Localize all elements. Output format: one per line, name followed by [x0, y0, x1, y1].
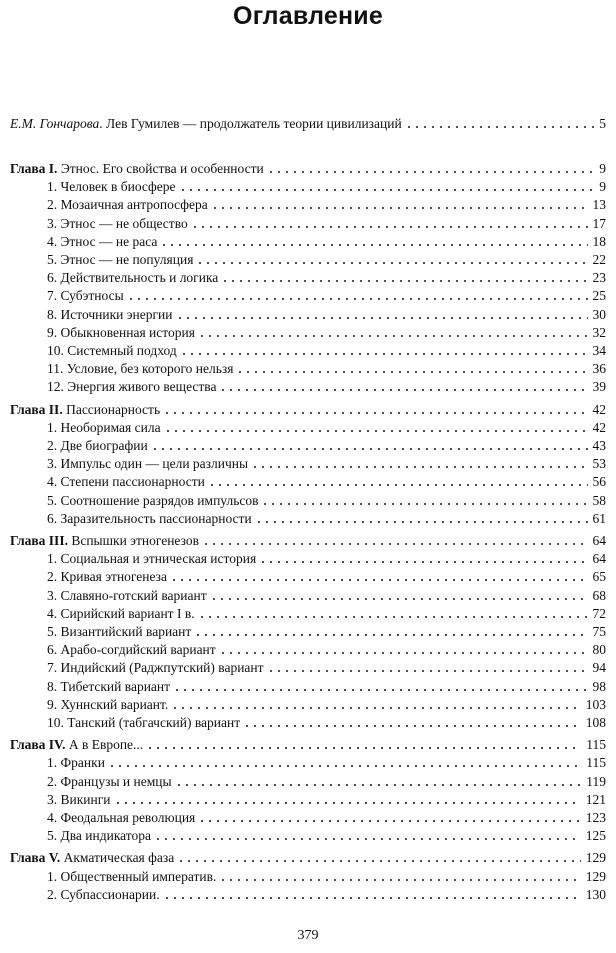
section-label: 3. Славяно-готский вариант: [47, 587, 207, 603]
toc-entry-label: [10, 532, 202, 550]
toc-section: [0, 360, 616, 378]
section-label: 2. Кривая этногенеза: [47, 569, 167, 585]
chapter-head: Глава V.: [10, 850, 61, 866]
toc-entry-label: [10, 160, 267, 178]
toc-section: [0, 678, 616, 696]
dot-leader: [236, 371, 587, 373]
dot-leader: [108, 765, 581, 767]
toc-section: [0, 754, 616, 772]
toc-entry-page: 72: [590, 605, 607, 623]
dot-leader: [261, 503, 587, 505]
toc-entry-page: 103: [583, 696, 606, 714]
toc-section: [0, 550, 616, 568]
toc-section: [0, 587, 616, 605]
toc-chapter: [0, 849, 616, 867]
toc-section: [0, 886, 616, 904]
toc-entry-label: [47, 809, 198, 827]
toc-entry-page: 94: [590, 659, 607, 677]
toc-entry-page: 22: [590, 251, 607, 269]
toc-entry-label: [47, 641, 219, 659]
toc-section: [0, 378, 616, 396]
toc-section: [0, 269, 616, 287]
toc-entry-page: 123: [583, 809, 606, 827]
toc-entry-page: 39: [590, 378, 607, 396]
dot-leader: [198, 820, 580, 822]
toc-entry-page: 42: [590, 419, 607, 437]
dot-leader: [127, 298, 588, 300]
dot-leader: [219, 879, 580, 881]
toc-section: [0, 233, 616, 251]
toc-entry-label: [47, 827, 154, 845]
section-label: 2. Две биографии: [47, 438, 148, 453]
toc-section: [0, 251, 616, 269]
dot-leader: [267, 171, 595, 173]
toc-section: [0, 659, 616, 677]
toc-entry-label: [10, 115, 405, 133]
section-label: 8. Тибетский вариант: [47, 678, 171, 694]
toc-entry-label: [47, 473, 208, 491]
section-label: 1. Социальная и этническая история: [47, 551, 257, 567]
toc-entry-page: 129: [583, 868, 606, 886]
toc-entry-page: 30: [590, 306, 607, 324]
dot-leader: [196, 262, 587, 264]
toc-section: [0, 492, 616, 510]
toc-chapter: [0, 736, 616, 754]
dot-leader: [219, 389, 587, 391]
toc-entry-label: [10, 849, 177, 867]
toc-section: [0, 641, 616, 659]
dot-leader: [163, 897, 581, 899]
toc-section: [0, 791, 616, 809]
toc-entry-label: [47, 419, 164, 437]
section-label: 2. Французы и немцы: [47, 773, 172, 789]
toc-section: [0, 868, 616, 886]
section-label: 4. Феодальная революция: [47, 810, 196, 825]
dot-leader: [208, 484, 588, 486]
toc-entry-page: 65: [590, 568, 607, 586]
toc-section: [0, 809, 616, 827]
section-label: 5. Два индикатора: [47, 828, 152, 844]
dot-leader: [210, 598, 588, 600]
dot-leader: [179, 189, 595, 191]
intro-title: . Лев Гумилев — продолжатель теории цивилизаций: [99, 116, 402, 131]
dot-leader: [202, 543, 588, 545]
dot-leader: [114, 802, 581, 804]
dot-leader: [171, 707, 580, 709]
dot-leader: [175, 784, 582, 786]
dot-leader: [163, 412, 587, 414]
toc-entry-page: 23: [590, 269, 607, 287]
dot-leader: [194, 634, 587, 636]
toc-entry-page: 17: [590, 215, 607, 233]
section-label: 6. Заразительность пассионарности: [47, 510, 252, 526]
section-label: 5. Византийский вариант: [47, 624, 192, 639]
toc-section: [0, 510, 616, 528]
toc-entry-label: [47, 251, 196, 269]
toc-section: [0, 827, 616, 845]
dot-leader: [259, 561, 587, 563]
section-label: 10. Системный подход: [47, 343, 177, 358]
toc-entry-label: [10, 401, 163, 419]
toc-entry-page: 130: [583, 886, 606, 904]
chapter-title: Этнос. Его свойства и особенности: [57, 161, 264, 176]
toc-entry-label: [10, 736, 146, 754]
dot-leader: [180, 353, 588, 355]
toc-section: [0, 306, 616, 324]
toc-entry-page: 64: [590, 532, 607, 550]
section-label: 8. Источники энергии: [47, 306, 173, 322]
toc-entry-label: [47, 587, 210, 605]
toc-section: [0, 455, 616, 473]
section-label: 11. Условие, без которого нельзя: [47, 361, 234, 377]
dot-leader: [176, 317, 588, 319]
toc-entry-label: [47, 178, 179, 196]
toc-section: [0, 287, 616, 305]
toc-entry-label: [47, 492, 261, 510]
toc-entry-label: [47, 886, 163, 904]
section-label: 2. Мозаичная антропосфера: [47, 197, 208, 213]
toc-section: [0, 714, 616, 732]
section-label: 10. Танский (табгачский) вариант: [47, 715, 241, 730]
toc-section: [0, 178, 616, 196]
toc-entry-label: [47, 868, 219, 886]
toc-entry-page: 5: [596, 115, 606, 133]
toc-section: [0, 773, 616, 791]
section-label: 3. Этнос — не общество: [47, 215, 188, 231]
section-label: 5. Этнос — не популяция: [47, 252, 194, 267]
chapter-head: Глава III.: [10, 533, 68, 548]
toc-entry-label: [47, 568, 170, 586]
toc-section: [0, 473, 616, 491]
toc-entry-label: [47, 233, 160, 251]
section-label: 4. Сирийский вариант I в.: [47, 605, 195, 621]
toc-entry-label: [47, 605, 198, 623]
toc-chapter: [0, 401, 616, 419]
toc-entry-page: 115: [583, 754, 606, 772]
toc-entry-label: [47, 623, 194, 641]
toc-section: [0, 324, 616, 342]
chapter-head: Глава II.: [10, 401, 63, 417]
toc-entry-label: [47, 215, 191, 233]
section-label: 1. Необоримая сила: [47, 419, 161, 435]
toc-entry-label: [47, 678, 173, 696]
chapter-title: А в Европе...: [65, 737, 144, 753]
toc-section: [0, 696, 616, 714]
toc-entry-page: 64: [590, 550, 607, 568]
toc-section: [0, 215, 616, 233]
toc-entry-label: [47, 510, 255, 528]
section-label: 1. Человек в биосфере: [47, 179, 176, 195]
toc-chapter: [0, 532, 616, 550]
toc-entry-page: 9: [596, 160, 606, 178]
section-label: 1. Франки: [47, 755, 105, 771]
section-label: 5. Соотношение разрядов импульсов: [47, 492, 259, 508]
toc-entry-label: [47, 324, 198, 342]
page-title: Оглавление: [233, 2, 383, 30]
toc-section: [0, 605, 616, 623]
section-label: 3. Викинги: [47, 791, 111, 807]
chapter-title: Акматическая фаза: [60, 850, 175, 866]
toc-entry-label: [47, 791, 114, 809]
toc-entry-page: 75: [590, 623, 607, 641]
dot-leader: [267, 670, 588, 672]
chapter-head: Глава IV.: [10, 737, 66, 753]
dot-leader: [221, 280, 587, 282]
dot-leader: [198, 335, 588, 337]
toc-entry-label: [47, 696, 171, 714]
dot-leader: [251, 466, 587, 468]
section-label: 6. Действительность и логика: [47, 270, 219, 286]
toc-entry-page: 108: [583, 714, 606, 732]
dot-leader: [164, 430, 588, 432]
toc-entry-page: 9: [596, 178, 606, 196]
toc-entry-label: [47, 773, 175, 791]
section-label: 7. Субэтносы: [47, 288, 124, 304]
dot-leader: [146, 747, 581, 749]
toc-entry-page: 25: [590, 287, 607, 305]
toc-entry-page: 121: [583, 791, 606, 809]
toc-entry-label: [47, 306, 176, 324]
toc-section: [0, 623, 616, 641]
section-label: 3. Импульс один — цели различны: [47, 456, 249, 472]
dot-leader: [191, 226, 588, 228]
toc-entry-page: 129: [583, 849, 606, 867]
toc-entry-label: [47, 342, 180, 360]
dot-leader: [198, 616, 588, 618]
section-label: 12. Энергия живого вещества: [47, 379, 217, 395]
dot-leader: [255, 521, 588, 523]
dot-leader: [405, 126, 595, 128]
toc-entry-label: [47, 196, 211, 214]
section-label: 9. Хуннский вариант.: [47, 696, 169, 712]
toc-entry-label: [47, 360, 236, 378]
page-number: 379: [297, 928, 319, 943]
toc-entry-page: 119: [583, 773, 606, 791]
toc-entry-page: 125: [583, 827, 606, 845]
toc-section: [0, 196, 616, 214]
chapter-head: Глава I.: [10, 161, 58, 176]
dot-leader: [211, 207, 588, 209]
toc-entry-page: 42: [590, 401, 607, 419]
section-label: 9. Обыкновенная история: [47, 324, 195, 340]
toc-entry-page: 58: [590, 492, 607, 510]
toc-section: [0, 419, 616, 437]
section-label: 6. Арабо-согдийский вариант: [47, 642, 216, 658]
section-label: 2. Субпассионарии.: [47, 886, 160, 902]
dot-leader: [160, 244, 587, 246]
toc-entry-page: 36: [590, 360, 607, 378]
toc-section: [0, 342, 616, 360]
intro-author: Е.М. Гончарова: [10, 116, 100, 131]
toc-section: [0, 437, 616, 455]
dot-leader: [154, 838, 581, 840]
dot-leader: [219, 652, 588, 654]
toc-entry-label: [47, 287, 127, 305]
toc-entry-label: [47, 378, 219, 396]
section-label: 4. Этнос — не раса: [47, 233, 158, 249]
toc-entry-label: [47, 437, 151, 455]
toc-entry-page: 115: [583, 736, 606, 754]
dot-leader: [177, 860, 581, 862]
toc-section: [0, 568, 616, 586]
toc-entry-page: 13: [590, 196, 607, 214]
dot-leader: [170, 579, 588, 581]
toc-entry-page: 80: [590, 641, 607, 659]
section-label: 7. Индийский (Раджпутский) вариант: [47, 660, 264, 676]
section-label: 1. Общественный императив.: [47, 868, 217, 884]
toc-entry-page: 56: [590, 473, 607, 491]
toc-entry-label: [47, 269, 221, 287]
dot-leader: [173, 689, 587, 691]
toc-entry-label: [47, 550, 259, 568]
toc-entry-page: 18: [590, 233, 607, 251]
toc-entry-label: [47, 754, 108, 772]
toc-entry-label: [47, 714, 243, 732]
toc-entry-page: 61: [590, 510, 607, 528]
chapter-title: Вспышки этногенезов: [67, 533, 199, 548]
toc-entry-page: 98: [590, 678, 607, 696]
chapter-title: Пассионарность: [62, 401, 161, 417]
dot-leader: [243, 725, 581, 727]
toc-chapter: [0, 160, 616, 178]
dot-leader: [151, 448, 588, 450]
toc-entry-page: 32: [590, 324, 607, 342]
toc-intro: [0, 115, 616, 133]
toc-entry-page: 68: [590, 587, 607, 605]
toc-entry-label: [47, 455, 251, 473]
toc-entry-page: 53: [590, 455, 607, 473]
toc-entry-page: 43: [590, 437, 607, 455]
toc-entry-label: [47, 659, 267, 677]
toc-entry-page: 34: [590, 342, 607, 360]
section-label: 4. Степени пассионарности: [47, 474, 205, 490]
